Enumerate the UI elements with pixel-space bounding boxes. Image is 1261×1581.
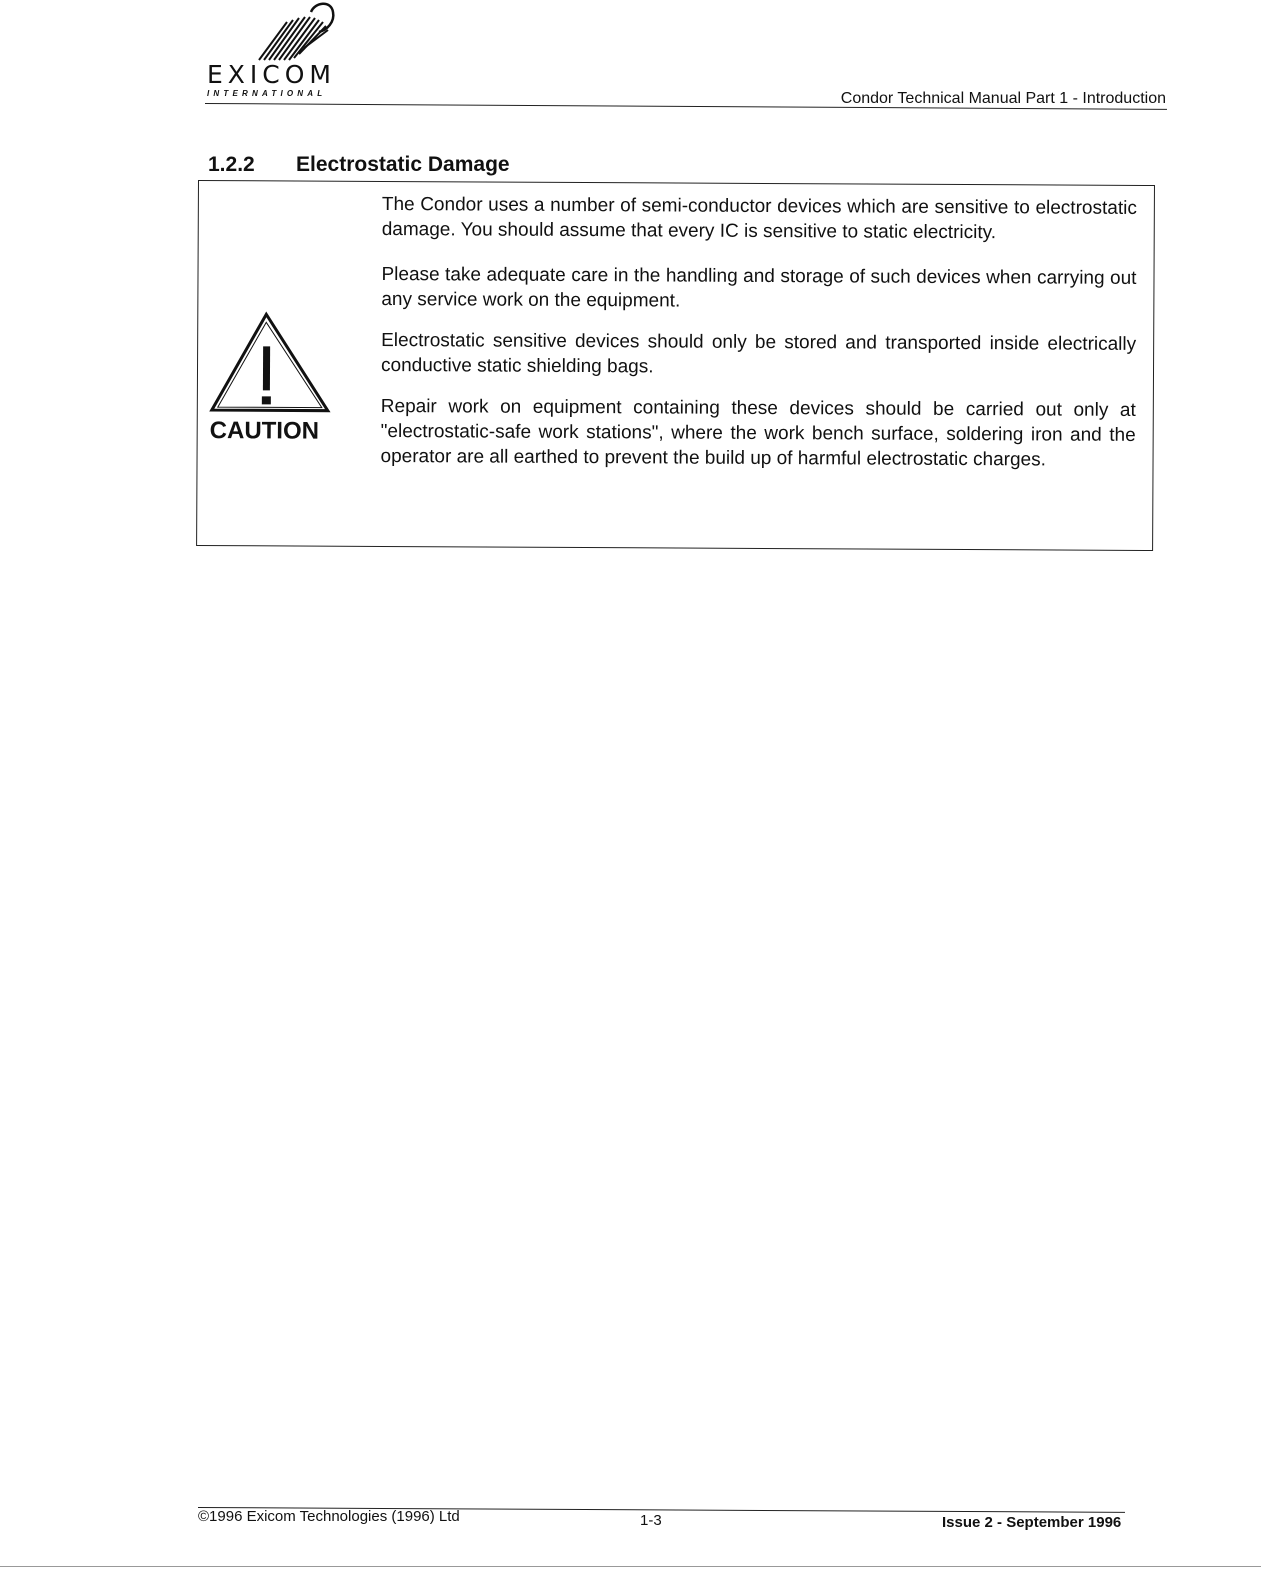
caution-text (380, 192, 1137, 493)
warning-triangle-icon (208, 306, 339, 417)
caution-label: CAUTION (209, 417, 320, 445)
exicom-logo-icon (253, 0, 343, 62)
logo-wordmark: EXICOM (207, 60, 336, 89)
footer-issue: Issue 2 - September 1996 (942, 1514, 1122, 1531)
exicom-logo (205, 0, 375, 100)
page-number: 1-3 (640, 1512, 662, 1529)
caution-paragraph: The Condor uses a number of semi-conductor devices which are sensitive to electrostatic damage. You should assume that every IC is sensitive to static electricity. (381, 193, 1137, 244)
caution-box (196, 180, 1155, 551)
logo-subtitle: INTERNATIONAL (207, 89, 327, 98)
caution-paragraph: Please take adequate care in the handling and storage of such devices when carrying out any service work on the equipment. (381, 263, 1137, 312)
section-number: 1.2.2 (208, 153, 255, 176)
running-header-title: Condor Technical Manual Part 1 - Introduction (840, 90, 1166, 107)
caution-paragraph: Electrostatic sensitive devices should only be stored and transported inside electrically conductive static shielding bags. (380, 329, 1137, 378)
footer-copyright: ©1996 Exicom Technologies (1996) Ltd (198, 1508, 460, 1525)
section-heading (208, 153, 510, 177)
section-title: Electrostatic Damage (296, 153, 510, 176)
caution-paragraph: Repair work on equipment containing these devices should be carried out only at "electrostatic-safe work stations", where the work bench surface, soldering iron and the operator are all earthed to prevent the build up of harmful electrostatic charges. (380, 395, 1136, 471)
page-edge (0, 1566, 1261, 1567)
